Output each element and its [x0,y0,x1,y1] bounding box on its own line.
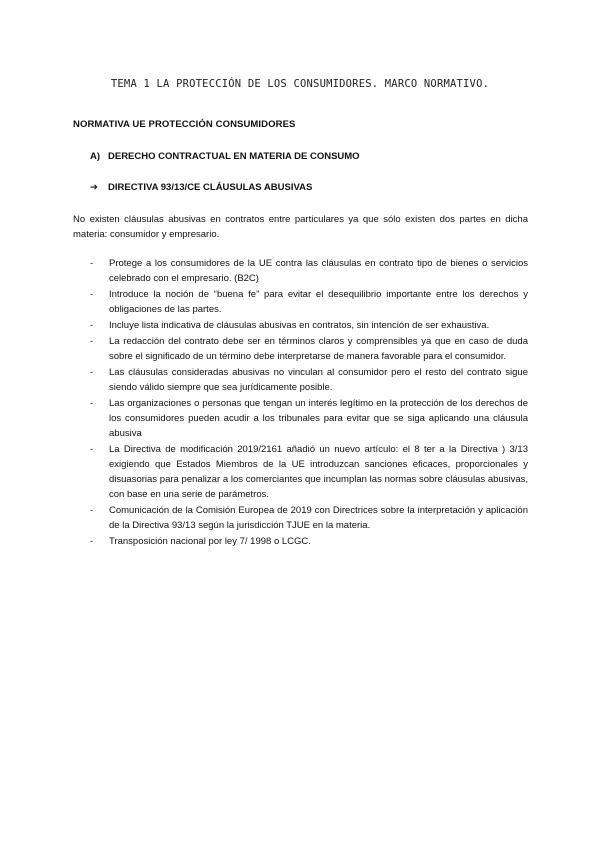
dash-marker: - [90,505,94,516]
list-item-text: Comunicación de la Comisión Europea de 2019 con Directrices sobre la interpretación y aplicación de la Directiva 93/13 según la jurisdicción TJUE en la materia. [109,505,528,531]
list-item [90,318,528,333]
heading-derecho-contractual-text: DERECHO CONTRACTUAL EN MATERIA DE CONSUMO [108,151,360,162]
list-item [90,365,528,395]
list-item [90,396,528,441]
dash-marker: - [90,336,94,347]
dash-marker: - [90,320,94,331]
list-marker-a: A) [90,151,101,162]
list-item-text: Las organizaciones o personas que tengan un interés legítimo en la protección de los derechos de los consumidores pueden acudir a los tribunales para evitar que se siga aplicando una cláusula abusiva [109,398,528,439]
dash-marker: - [90,536,94,547]
list-item [90,534,528,549]
heading-directiva-93-13 [90,182,312,193]
dash-marker: - [90,444,94,455]
dash-marker: - [90,398,94,409]
list-item [90,256,528,286]
list-item [90,287,528,317]
list-item-text: La Directiva de modificación 2019/2161 añadió un nuevo artículo: el 8 ter a la Directiva ) 3/13 exigiendo que Estados Miembros de la UE introduzcan sanciones eficaces, proporcionales y disuasorias para penalizar a los comerciantes que incumplan las normas sobre cláusulas abusivas, con base en una serie de parámetros. [109,444,528,500]
arrow-right-icon: ➔ [90,182,98,193]
list-item-text: Introduce la noción de “buena fe” para evitar el desequilibrio importante entre los derechos y obligaciones de las partes. [109,289,528,315]
list-item-text: Transposición nacional por ley 7/ 1998 o LCGC. [109,536,311,547]
intro-paragraph: No existen cláusulas abusivas en contratos entre particulares ya que sólo existen dos partes en dicha materia: consumidor y empresario. [73,214,528,240]
list-item [90,334,528,364]
list-item [90,442,528,502]
list-item-text: Las cláusulas consideradas abusivas no vinculan al consumidor pero el resto del contrato sigue siendo válido siempre que sea jurídicamente posible. [109,367,528,393]
list-item [90,503,528,533]
heading-derecho-contractual [90,151,360,162]
bullet-list [90,256,528,550]
list-item-text: La redacción del contrato debe ser en términos claros y comprensibles ya que en caso de duda sobre el significado de un término debe interpretarse de manera favorable para el consumidor. [109,336,528,362]
document-title: TEMA 1 LA PROTECCIÓN DE LOS CONSUMIDORES. MARCO NORMATIVO. [110,78,490,90]
heading-normativa-ue: NORMATIVA UE PROTECCIÓN CONSUMIDORES [73,119,296,130]
list-item-text: Incluye lista indicativa de cláusulas abusivas en contratos, sin intención de ser exhaustiva. [109,320,490,331]
dash-marker: - [90,289,94,300]
heading-directiva-text: DIRECTIVA 93/13/CE CLÁUSULAS ABUSIVAS [108,182,313,193]
dash-marker: - [90,258,94,269]
list-item-text: Protege a los consumidores de la UE contra las cláusulas en contrato tipo de bienes o servicios celebrado con el empresario. (B2C) [109,258,528,284]
dash-marker: - [90,367,94,378]
